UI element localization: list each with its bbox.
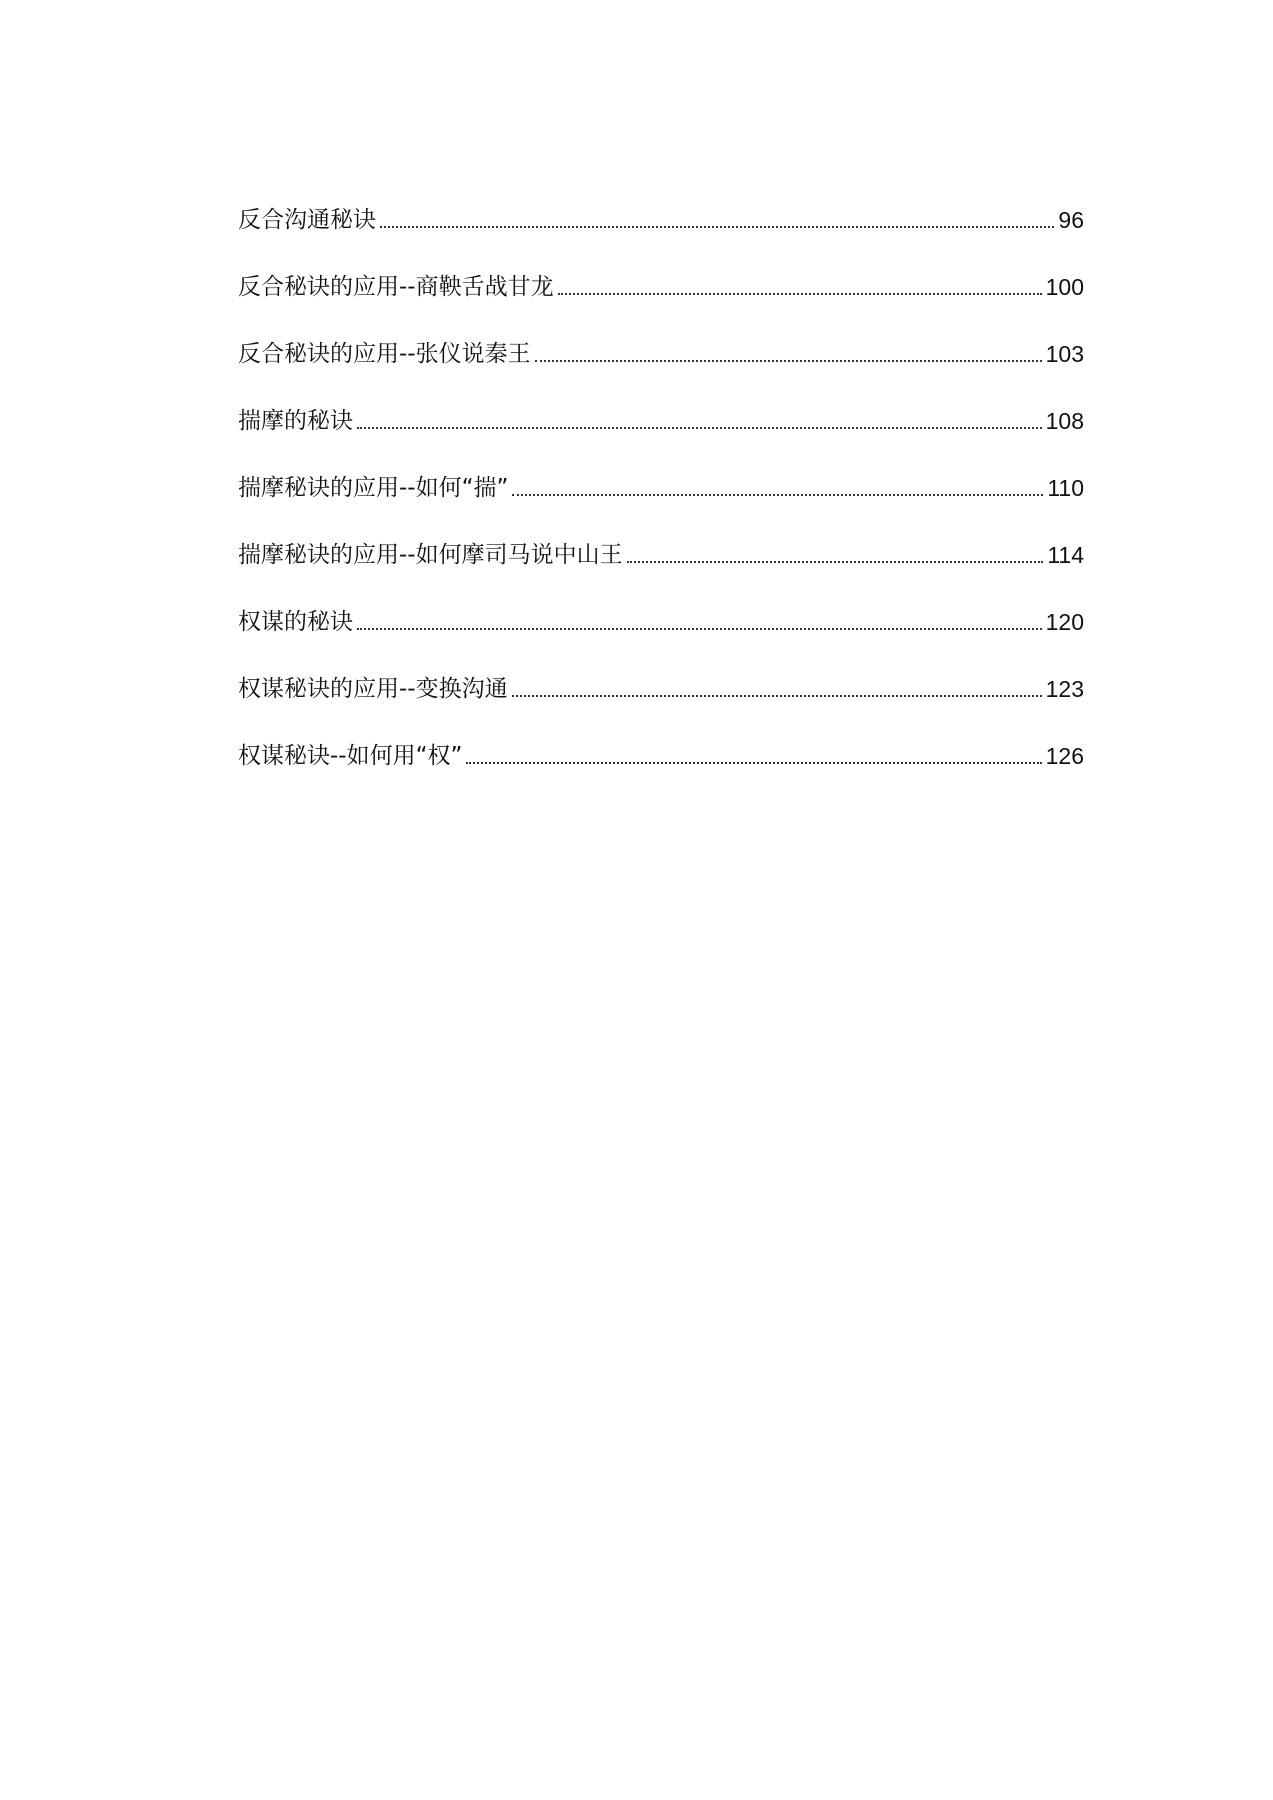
toc-entry-title: 权谋秘诀--如何用“权” [238, 743, 463, 769]
toc-entry-page: 96 [1058, 207, 1084, 233]
toc-entry-title: 权谋秘诀的应用--变换沟通 [238, 676, 508, 702]
toc-entry-title: 反合沟通秘诀 [238, 207, 376, 233]
toc-entry-title: 反合秘诀的应用--张仪说秦王 [238, 341, 531, 367]
toc-entry-page: 100 [1045, 274, 1084, 300]
toc-entry[interactable] [238, 436, 1084, 503]
toc-entry-title: 揣摩的秘诀 [238, 408, 353, 434]
toc-entry[interactable] [238, 235, 1084, 302]
toc-dot-leader [357, 427, 1042, 429]
toc-entry[interactable] [238, 503, 1084, 570]
toc-entry-page: 114 [1047, 542, 1084, 568]
toc-dot-leader [380, 226, 1054, 228]
toc-entry-title: 反合秘诀的应用--商鞅舌战甘龙 [238, 274, 554, 300]
toc-entry-page: 110 [1047, 475, 1084, 501]
toc-dot-leader [357, 628, 1042, 630]
toc-entry-page: 108 [1045, 408, 1084, 434]
toc-entry-title: 揣摩秘诀的应用--如何摩司马说中山王 [238, 542, 623, 568]
toc-entry-title: 权谋的秘诀 [238, 609, 353, 635]
toc-entry-page: 123 [1045, 676, 1084, 702]
toc-entry[interactable] [238, 704, 1084, 771]
toc-entry[interactable] [238, 637, 1084, 704]
toc-dot-leader [512, 695, 1042, 697]
toc-entry-page: 126 [1045, 743, 1084, 769]
toc-entry[interactable] [238, 570, 1084, 637]
toc-entry-title: 揣摩秘诀的应用--如何“揣” [238, 475, 509, 501]
toc-entry-page: 103 [1045, 341, 1084, 367]
toc-entry[interactable] [238, 302, 1084, 369]
toc-dot-leader [512, 494, 1043, 496]
toc-entry-page: 120 [1045, 609, 1084, 635]
toc-dot-leader [466, 762, 1041, 764]
toc-dot-leader [558, 293, 1042, 295]
toc-dot-leader [535, 360, 1042, 362]
toc-entry[interactable] [238, 168, 1084, 235]
toc-entry[interactable] [238, 369, 1084, 436]
toc-dot-leader [627, 561, 1044, 563]
table-of-contents [238, 168, 1084, 771]
